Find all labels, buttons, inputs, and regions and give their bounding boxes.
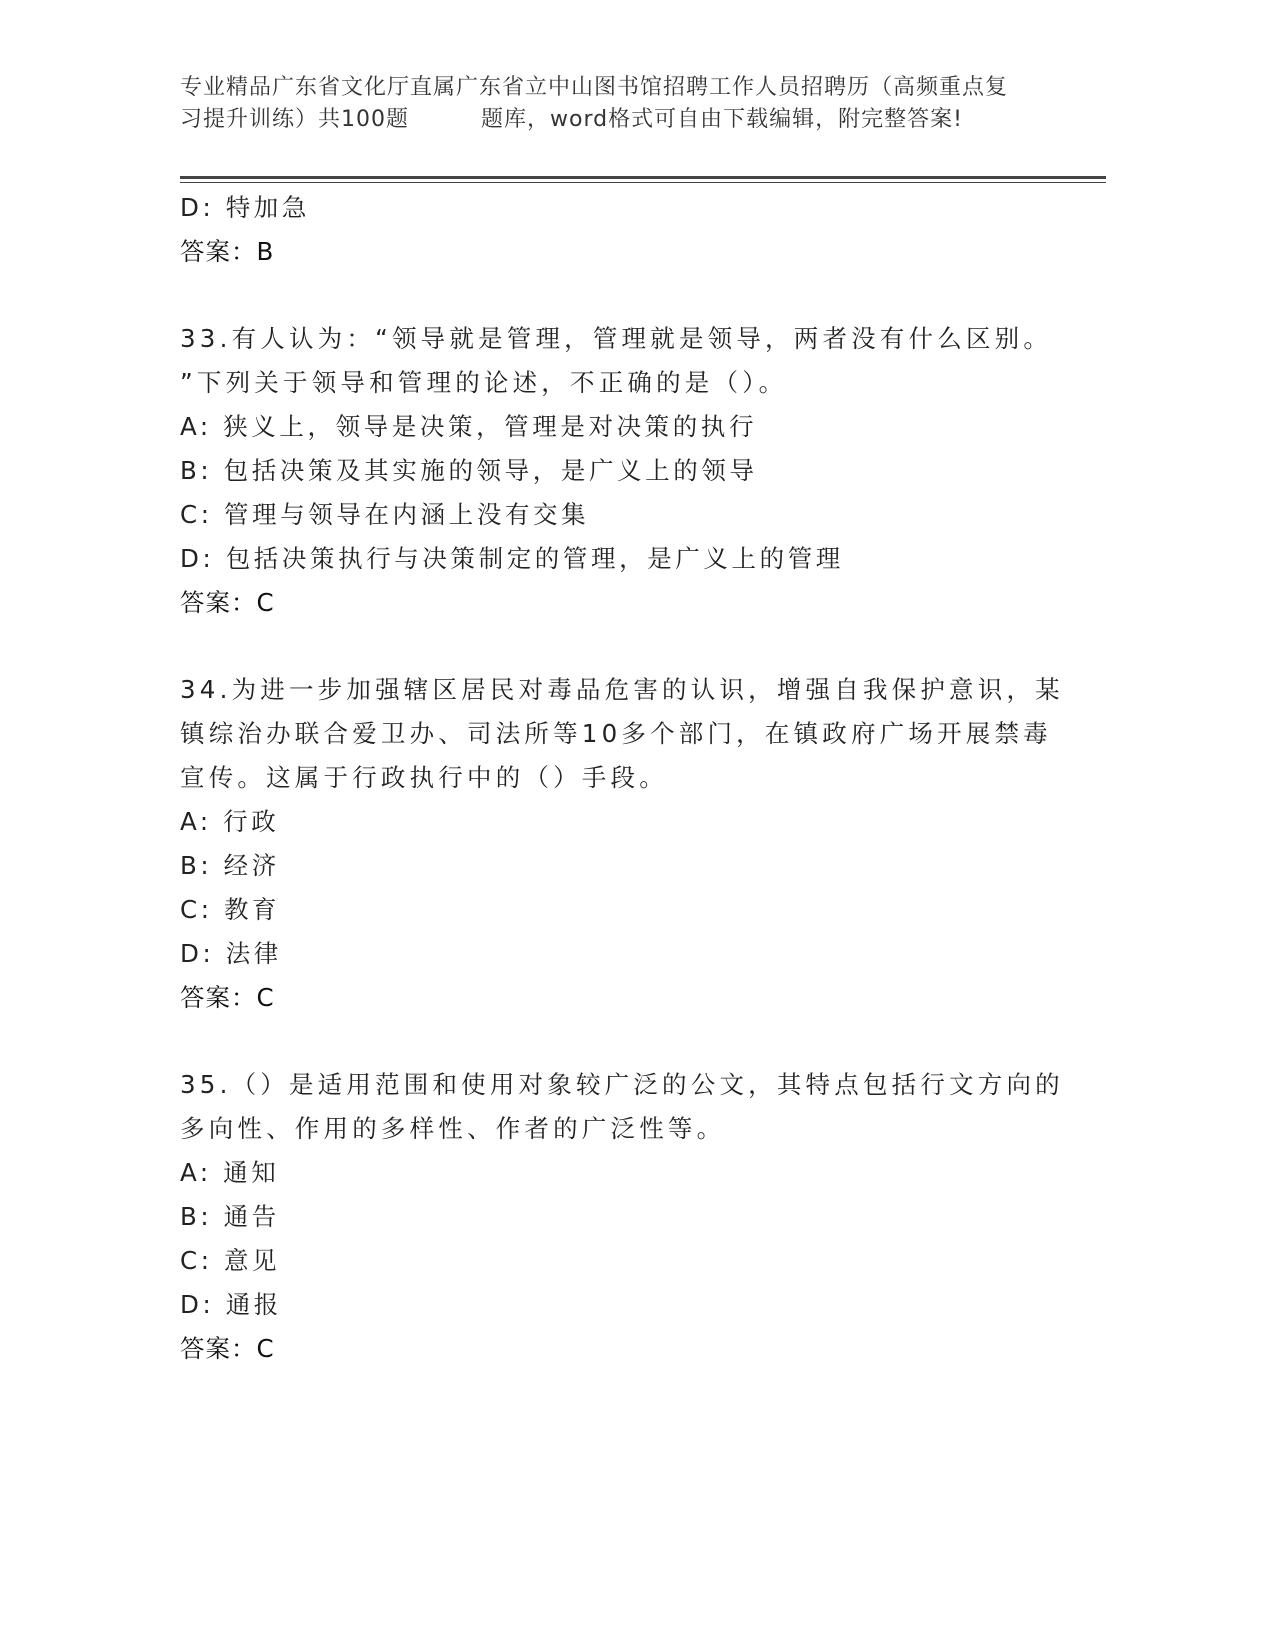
question-text: 34.为进一步加强辖区居民对毒品危害的认识，增强自我保护意识，某 — [180, 675, 1064, 704]
answer-line: 答案：B — [180, 237, 275, 266]
question-text: 多向性、作用的多样性、作者的广泛性等。 — [180, 1114, 726, 1143]
question-34 — [180, 668, 1080, 1020]
header-line-2 — [180, 104, 1080, 136]
option-b: B: 经济 — [180, 851, 280, 880]
option-d: D: 法律 — [180, 939, 282, 968]
option-a: A: 行政 — [180, 807, 280, 836]
question-text: 33.有人认为：“领导就是管理，管理就是领导，两者没有什么区别。 — [180, 324, 1053, 353]
option-b: B: 通告 — [180, 1202, 280, 1231]
header-line-2-part-a: 习提升训练）共100题 — [180, 107, 409, 132]
question-text: 宣传。这属于行政执行中的（）手段。 — [180, 763, 668, 792]
option-d: D: 特加急 — [180, 193, 311, 222]
question-33 — [180, 317, 1080, 625]
option-c: C: 管理与领导在内涵上没有交集 — [180, 500, 590, 529]
option-c: C: 教育 — [180, 895, 281, 924]
option-c: C: 意见 — [180, 1246, 281, 1275]
option-d: D: 包括决策执行与决策制定的管理，是广义上的管理 — [180, 544, 844, 573]
answer-line: 答案：C — [180, 588, 275, 617]
option-a: A: 通知 — [180, 1158, 280, 1187]
option-d: D: 通报 — [180, 1290, 282, 1319]
question-35 — [180, 1063, 1080, 1371]
document-body — [180, 186, 1080, 1371]
header-line-2-part-b: 题库，word格式可自由下载编辑，附完整答案! — [481, 107, 963, 132]
question-text: ”下列关于领导和管理的论述，不正确的是（）。 — [180, 368, 788, 397]
previous-question-tail — [180, 186, 1080, 274]
option-a: A: 狭义上，领导是决策，管理是对决策的执行 — [180, 412, 758, 441]
question-text: 35.（）是适用范围和使用对象较广泛的公文，其特点包括行文方向的 — [180, 1070, 1064, 1099]
question-text: 镇综治办联合爱卫办、司法所等10多个部门，在镇政府广场开展禁毒 — [180, 719, 1052, 748]
option-b: B: 包括决策及其实施的领导，是广义上的领导 — [180, 456, 758, 485]
answer-line: 答案：C — [180, 983, 275, 1012]
header-line-1: 专业精品广东省文化厅直属广东省立中山图书馆招聘工作人员招聘历（高频重点复 — [180, 75, 1009, 100]
header-divider-thick — [180, 176, 1106, 179]
header-divider-thin — [180, 182, 1106, 183]
document-header — [180, 72, 1080, 136]
answer-line: 答案：C — [180, 1334, 275, 1363]
